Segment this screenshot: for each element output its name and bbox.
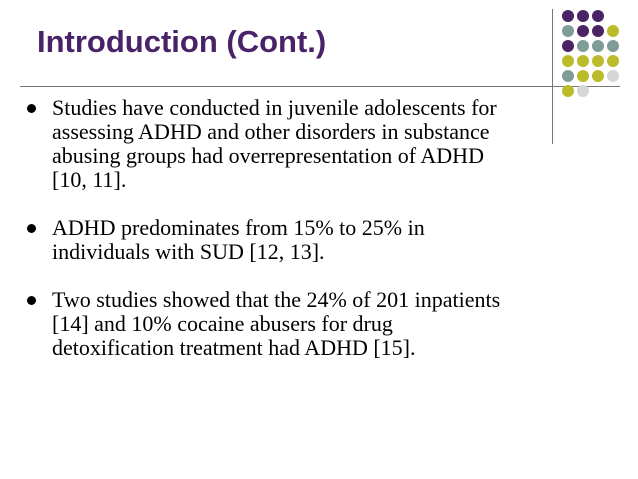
bullet-marker xyxy=(27,104,36,113)
decorative-dot xyxy=(562,25,574,37)
decorative-dot xyxy=(592,10,604,22)
bullet-item-1 xyxy=(24,96,594,192)
bullet-marker xyxy=(27,224,36,233)
decorative-dot xyxy=(562,10,574,22)
slide-title: Introduction (Cont.) xyxy=(37,24,327,59)
decorative-dot xyxy=(592,70,604,82)
decorative-dot xyxy=(607,55,619,67)
horizontal-divider xyxy=(20,86,620,87)
decorative-dot xyxy=(607,25,619,37)
bullet-text: Studies have conducted in juvenile adolescents for assessing ADHD and other disorders in substance abusing groups had overrepresentation of ADHD [10, 11]. xyxy=(52,95,497,192)
decorative-dot xyxy=(592,55,604,67)
decorative-dot xyxy=(607,40,619,52)
bullet-item-2 xyxy=(24,216,594,264)
decorative-dot xyxy=(592,25,604,37)
decorative-dot xyxy=(562,40,574,52)
decorative-dot xyxy=(577,55,589,67)
decorative-dot xyxy=(607,70,619,82)
decorative-dot xyxy=(577,70,589,82)
decorative-dot xyxy=(577,25,589,37)
decorative-dot xyxy=(577,40,589,52)
decorative-dot xyxy=(592,40,604,52)
bullet-text: Two studies showed that the 24% of 201 inpatients [14] and 10% cocaine abusers for drug detoxification treatment had ADHD [15]. xyxy=(52,287,501,360)
decorative-dot-grid xyxy=(560,8,638,108)
bullet-text: ADHD predominates from 15% to 25% in individuals with SUD [12, 13]. xyxy=(52,215,425,264)
bullet-item-3 xyxy=(24,288,594,360)
decorative-dot xyxy=(577,10,589,22)
bullet-list xyxy=(24,96,594,360)
decorative-dot xyxy=(562,55,574,67)
bullet-marker xyxy=(27,296,36,305)
decorative-dot xyxy=(562,70,574,82)
